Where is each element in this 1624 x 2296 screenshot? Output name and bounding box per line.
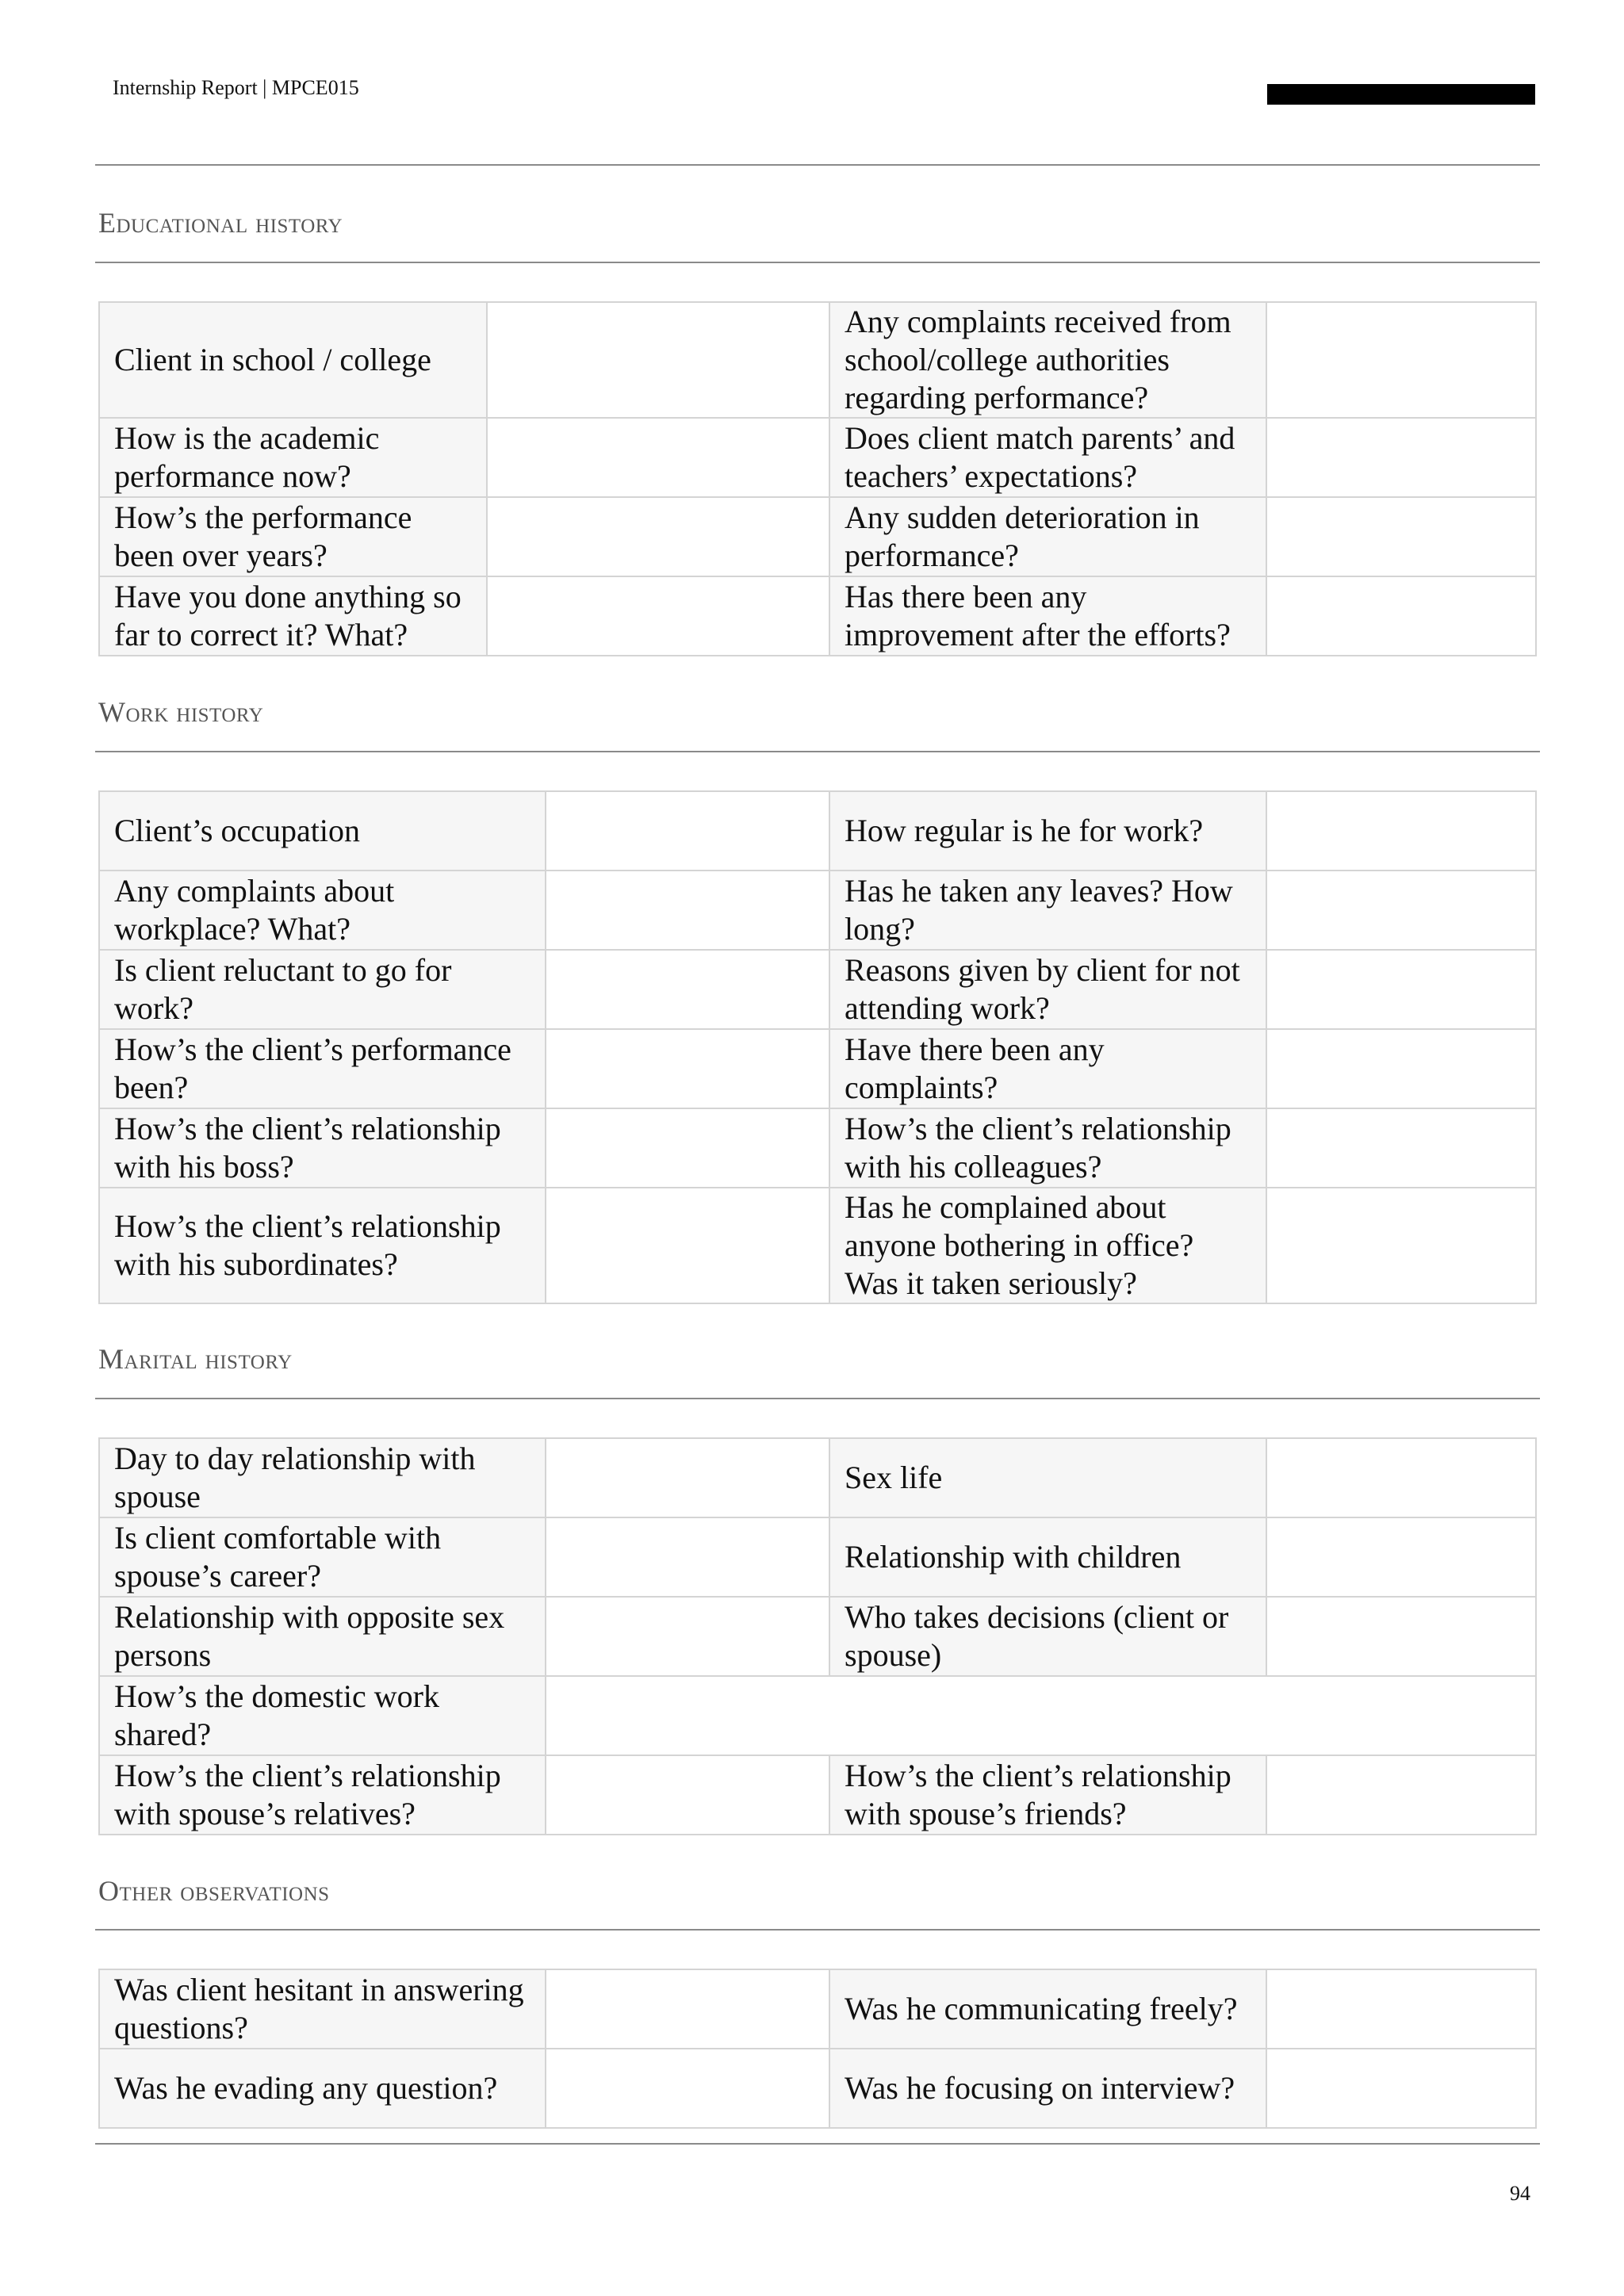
answer-cell[interactable] <box>1266 497 1536 576</box>
header-rule <box>95 164 1540 166</box>
table-row <box>99 1676 1536 1755</box>
answer-cell[interactable] <box>1266 1517 1536 1597</box>
question-cell: How’s the performance been over years? <box>99 497 487 576</box>
section-heading-educational-history: Educational history <box>98 207 343 239</box>
table-row <box>99 497 1536 576</box>
question-cell: How’s the client’s relationship with his boss? <box>99 1108 546 1188</box>
other-observations-table <box>98 1969 1537 2129</box>
answer-cell[interactable] <box>546 2049 829 2128</box>
table-row <box>99 950 1536 1029</box>
answer-cell[interactable] <box>546 1108 829 1188</box>
section-heading-other-observations: Other observations <box>98 1875 330 1907</box>
table-row <box>99 1755 1536 1835</box>
question-cell: Any complaints received from school/college authorities regarding performance? <box>829 302 1266 418</box>
question-cell: Has there been any improvement after the efforts? <box>829 576 1266 656</box>
answer-cell[interactable] <box>1266 418 1536 497</box>
table-row <box>99 1597 1536 1676</box>
answer-cell[interactable] <box>546 791 829 871</box>
answer-cell[interactable] <box>546 1188 829 1303</box>
question-cell: Any complaints about workplace? What? <box>99 871 546 950</box>
work-history-table <box>98 790 1537 1304</box>
question-cell: Does client match parents’ and teachers’ expectations? <box>829 418 1266 497</box>
question-cell: Has he taken any leaves? How long? <box>829 871 1266 950</box>
answer-cell[interactable] <box>546 871 829 950</box>
marital-history-table <box>98 1437 1537 1835</box>
question-cell: How’s the client’s relationship with spouse’s friends? <box>829 1755 1266 1835</box>
answer-cell[interactable] <box>487 418 829 497</box>
table-row <box>99 576 1536 656</box>
table-row <box>99 1517 1536 1597</box>
answer-cell[interactable] <box>1266 950 1536 1029</box>
section-heading-work-history: Work history <box>98 696 264 728</box>
answer-cell[interactable] <box>1266 576 1536 656</box>
answer-cell[interactable] <box>1266 1969 1536 2049</box>
question-cell: Day to day relationship with spouse <box>99 1438 546 1517</box>
question-cell: Client’s occupation <box>99 791 546 871</box>
answer-cell[interactable] <box>487 497 829 576</box>
question-cell: Relationship with opposite sex persons <box>99 1597 546 1676</box>
table-row <box>99 1438 1536 1517</box>
page-number: 94 <box>1510 2182 1530 2205</box>
answer-cell[interactable] <box>487 576 829 656</box>
section-rule <box>95 262 1540 263</box>
answer-cell[interactable] <box>1266 302 1536 418</box>
answer-cell[interactable] <box>546 1969 829 2049</box>
section-rule <box>95 1398 1540 1399</box>
table-row <box>99 1108 1536 1188</box>
question-cell: How’s the domestic work shared? <box>99 1676 546 1755</box>
table-row <box>99 302 1536 418</box>
table-row <box>99 1029 1536 1108</box>
section-rule <box>95 1929 1540 1931</box>
section-heading-marital-history: Marital history <box>98 1343 293 1375</box>
question-cell: How’s the client’s relationship with his subordinates? <box>99 1188 546 1303</box>
question-cell: Who takes decisions (client or spouse) <box>829 1597 1266 1676</box>
question-cell: Any sudden deterioration in performance? <box>829 497 1266 576</box>
table-row <box>99 1969 1536 2049</box>
answer-cell[interactable] <box>546 1755 829 1835</box>
answer-cell[interactable] <box>1266 1755 1536 1835</box>
question-cell: How’s the client’s relationship with spouse’s relatives? <box>99 1755 546 1835</box>
answer-cell[interactable] <box>546 1597 829 1676</box>
question-cell: Was he focusing on interview? <box>829 2049 1266 2128</box>
report-title: Internship Report | MPCE015 <box>113 76 359 99</box>
table-row <box>99 871 1536 950</box>
answer-cell[interactable] <box>1266 2049 1536 2128</box>
answer-cell[interactable] <box>1266 791 1536 871</box>
question-cell: Is client reluctant to go for work? <box>99 950 546 1029</box>
section-rule <box>95 751 1540 752</box>
question-cell: Client in school / college <box>99 302 487 418</box>
question-cell: Reasons given by client for not attending work? <box>829 950 1266 1029</box>
answer-cell[interactable] <box>546 1438 829 1517</box>
question-cell: Have there been any complaints? <box>829 1029 1266 1108</box>
answer-cell[interactable] <box>546 1676 1536 1755</box>
question-cell: Sex life <box>829 1438 1266 1517</box>
question-cell: Is client comfortable with spouse’s career? <box>99 1517 546 1597</box>
question-cell: Have you done anything so far to correct it? What? <box>99 576 487 656</box>
answer-cell[interactable] <box>1266 871 1536 950</box>
question-cell: How is the academic performance now? <box>99 418 487 497</box>
answer-cell[interactable] <box>1266 1029 1536 1108</box>
answer-cell[interactable] <box>1266 1597 1536 1676</box>
question-cell: Relationship with children <box>829 1517 1266 1597</box>
redaction-bar <box>1267 84 1535 105</box>
question-cell: Was client hesitant in answering questions? <box>99 1969 546 2049</box>
question-cell: Was he communicating freely? <box>829 1969 1266 2049</box>
answer-cell[interactable] <box>1266 1108 1536 1188</box>
footer-rule <box>95 2143 1540 2145</box>
answer-cell[interactable] <box>487 302 829 418</box>
answer-cell[interactable] <box>1266 1188 1536 1303</box>
table-row <box>99 791 1536 871</box>
educational-history-table <box>98 301 1537 656</box>
question-cell: How’s the client’s relationship with his colleagues? <box>829 1108 1266 1188</box>
answer-cell[interactable] <box>546 1029 829 1108</box>
question-cell: Has he complained about anyone bothering in office? Was it taken seriously? <box>829 1188 1266 1303</box>
answer-cell[interactable] <box>546 950 829 1029</box>
table-row <box>99 2049 1536 2128</box>
question-cell: Was he evading any question? <box>99 2049 546 2128</box>
answer-cell[interactable] <box>1266 1438 1536 1517</box>
question-cell: How’s the client’s performance been? <box>99 1029 546 1108</box>
table-row <box>99 1188 1536 1303</box>
answer-cell[interactable] <box>546 1517 829 1597</box>
table-row <box>99 418 1536 497</box>
question-cell: How regular is he for work? <box>829 791 1266 871</box>
